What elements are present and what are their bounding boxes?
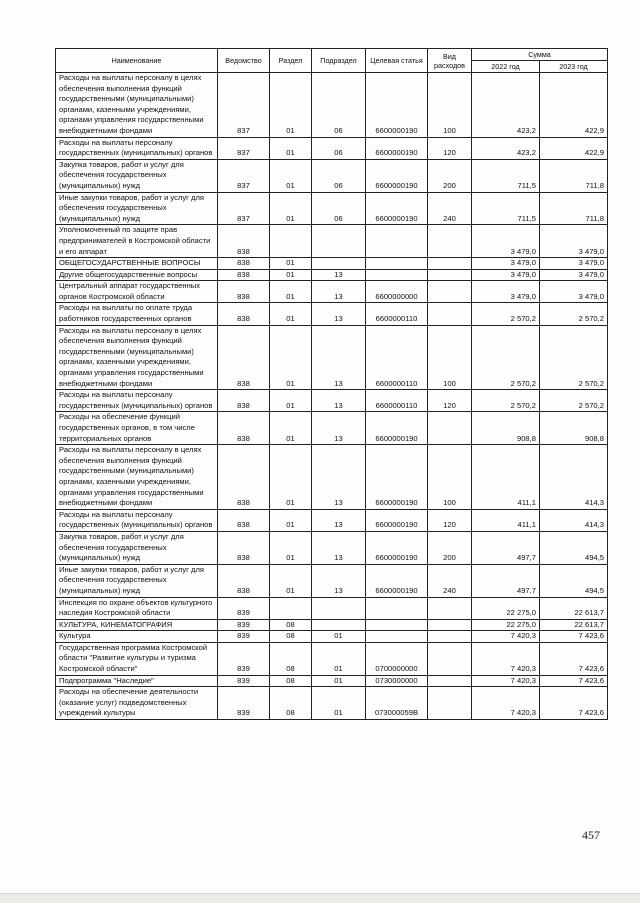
cell-y2022: 908,8 <box>472 412 540 445</box>
cell-dept: 838 <box>218 412 270 445</box>
header-subsection: Подраздел <box>312 49 366 73</box>
cell-y2022: 711,5 <box>472 192 540 225</box>
cell-y2022: 7 420,3 <box>472 687 540 720</box>
cell-target: 6600000190 <box>366 564 428 597</box>
table-row <box>56 597 608 619</box>
cell-y2023: 494,5 <box>540 564 608 597</box>
cell-y2022: 22 275,0 <box>472 619 540 631</box>
cell-y2022: 7 420,3 <box>472 642 540 675</box>
cell-y2023: 711,8 <box>540 192 608 225</box>
cell-section: 01 <box>270 531 312 564</box>
table-row <box>56 564 608 597</box>
cell-y2022: 3 479,0 <box>472 269 540 281</box>
table-row <box>56 531 608 564</box>
cell-y2023: 908,8 <box>540 412 608 445</box>
cell-target: 6600000110 <box>366 390 428 412</box>
cell-target <box>366 269 428 281</box>
header-type: Вид расходов <box>428 49 472 73</box>
cell-dept: 839 <box>218 675 270 687</box>
cell-name: Расходы на выплаты персоналу государственных (муниципальных) органов <box>56 137 218 159</box>
table-row <box>56 258 608 270</box>
cell-type: 120 <box>428 390 472 412</box>
cell-subsection <box>312 225 366 258</box>
cell-section: 01 <box>270 192 312 225</box>
cell-name: Расходы на выплаты персоналу в целях обеспечения выполнения функций государственными (муниципальными) органами, казенными учреждениями, органами управления государственными внебюджетными фондами <box>56 325 218 390</box>
cell-subsection <box>312 597 366 619</box>
cell-name: Закупка товаров, работ и услуг для обеспечения государственных (муниципальных) нужд <box>56 159 218 192</box>
cell-subsection: 01 <box>312 675 366 687</box>
table-row <box>56 303 608 325</box>
cell-subsection: 06 <box>312 192 366 225</box>
cell-y2023: 7 423,6 <box>540 642 608 675</box>
table-row <box>56 325 608 390</box>
cell-y2023: 7 423,6 <box>540 631 608 643</box>
cell-y2023: 3 479,0 <box>540 258 608 270</box>
cell-subsection: 01 <box>312 642 366 675</box>
cell-type: 200 <box>428 531 472 564</box>
cell-y2022: 7 420,3 <box>472 675 540 687</box>
cell-type <box>428 597 472 619</box>
cell-subsection: 01 <box>312 687 366 720</box>
cell-type <box>428 412 472 445</box>
table-row <box>56 675 608 687</box>
cell-subsection: 13 <box>312 509 366 531</box>
table-row <box>56 159 608 192</box>
cell-dept: 839 <box>218 597 270 619</box>
cell-name: Иные закупки товаров, работ и услуг для обеспечения государственных (муниципальных) нужд <box>56 564 218 597</box>
scanner-bottom-strip <box>0 893 640 903</box>
header-2022: 2022 год <box>472 61 540 73</box>
cell-target: 073000059В <box>366 687 428 720</box>
cell-name: Расходы на выплаты персоналу в целях обеспечения выполнения функций государственными (муниципальными) органами, казенными учреждениями, органами управления государственными внебюджетными фондами <box>56 445 218 510</box>
cell-section: 01 <box>270 564 312 597</box>
cell-type <box>428 225 472 258</box>
cell-type: 240 <box>428 564 472 597</box>
header-name: Наименование <box>56 49 218 73</box>
cell-y2023: 3 479,0 <box>540 281 608 303</box>
cell-section: 01 <box>270 303 312 325</box>
cell-y2023: 422,9 <box>540 137 608 159</box>
table-row <box>56 269 608 281</box>
cell-type <box>428 258 472 270</box>
cell-name: Уполномоченный по защите прав предпринимателей в Костромской области и его аппарат <box>56 225 218 258</box>
cell-y2023: 711,8 <box>540 159 608 192</box>
cell-target: 6600000110 <box>366 303 428 325</box>
cell-y2022: 423,2 <box>472 73 540 138</box>
cell-y2023: 494,5 <box>540 531 608 564</box>
cell-name: Инспекция по охране объектов культурного наследия Костромской области <box>56 597 218 619</box>
cell-type: 200 <box>428 159 472 192</box>
table-row <box>56 192 608 225</box>
table-row <box>56 642 608 675</box>
cell-target: 6600000190 <box>366 137 428 159</box>
cell-target <box>366 631 428 643</box>
cell-type <box>428 642 472 675</box>
cell-subsection: 06 <box>312 73 366 138</box>
cell-y2023: 414,3 <box>540 445 608 510</box>
header-section: Раздел <box>270 49 312 73</box>
table-row <box>56 445 608 510</box>
cell-y2022: 411,1 <box>472 445 540 510</box>
cell-y2023: 422,9 <box>540 73 608 138</box>
cell-target <box>366 258 428 270</box>
cell-y2022: 2 570,2 <box>472 325 540 390</box>
cell-name: КУЛЬТУРА, КИНЕМАТОГРАФИЯ <box>56 619 218 631</box>
cell-name: Расходы на выплаты персоналу государственных (муниципальных) органов <box>56 390 218 412</box>
cell-dept: 837 <box>218 192 270 225</box>
cell-type: 100 <box>428 325 472 390</box>
cell-dept: 838 <box>218 225 270 258</box>
cell-y2023: 2 570,2 <box>540 303 608 325</box>
cell-y2023: 7 423,6 <box>540 687 608 720</box>
page-number: 457 <box>582 828 600 842</box>
cell-y2023: 22 613,7 <box>540 597 608 619</box>
cell-y2023: 2 570,2 <box>540 325 608 390</box>
cell-type <box>428 269 472 281</box>
budget-table <box>55 48 608 720</box>
cell-y2022: 2 570,2 <box>472 390 540 412</box>
cell-target: 6600000190 <box>366 159 428 192</box>
cell-subsection: 13 <box>312 269 366 281</box>
cell-subsection: 13 <box>312 445 366 510</box>
cell-subsection: 13 <box>312 325 366 390</box>
cell-y2022: 3 479,0 <box>472 281 540 303</box>
cell-section: 01 <box>270 445 312 510</box>
table-row <box>56 509 608 531</box>
header-sum: Сумма <box>472 49 608 61</box>
cell-dept: 838 <box>218 509 270 531</box>
cell-subsection: 01 <box>312 631 366 643</box>
cell-type: 100 <box>428 445 472 510</box>
cell-subsection: 13 <box>312 564 366 597</box>
header-row <box>56 49 608 61</box>
cell-dept: 838 <box>218 325 270 390</box>
cell-target: 0700000000 <box>366 642 428 675</box>
cell-name: Расходы на выплаты по оплате труда работников государственных органов <box>56 303 218 325</box>
cell-section <box>270 597 312 619</box>
cell-name: Государственная программа Костромской области "Развитие культуры и туризма Костромской области" <box>56 642 218 675</box>
cell-subsection <box>312 619 366 631</box>
cell-type <box>428 687 472 720</box>
cell-section: 01 <box>270 325 312 390</box>
table-row <box>56 225 608 258</box>
cell-subsection: 06 <box>312 137 366 159</box>
cell-y2022: 711,5 <box>472 159 540 192</box>
table-row <box>56 619 608 631</box>
cell-section <box>270 225 312 258</box>
header-dept: Ведомство <box>218 49 270 73</box>
cell-type: 100 <box>428 73 472 138</box>
cell-y2022: 497,7 <box>472 564 540 597</box>
cell-y2023: 414,3 <box>540 509 608 531</box>
cell-section: 08 <box>270 687 312 720</box>
cell-subsection: 06 <box>312 159 366 192</box>
cell-y2022: 7 420,3 <box>472 631 540 643</box>
cell-type: 120 <box>428 137 472 159</box>
cell-section: 08 <box>270 642 312 675</box>
cell-target <box>366 225 428 258</box>
cell-y2022: 3 479,0 <box>472 225 540 258</box>
cell-target: 6600000190 <box>366 445 428 510</box>
cell-subsection: 13 <box>312 412 366 445</box>
cell-section: 08 <box>270 675 312 687</box>
cell-dept: 837 <box>218 137 270 159</box>
cell-section: 01 <box>270 390 312 412</box>
cell-subsection: 13 <box>312 390 366 412</box>
cell-y2022: 497,7 <box>472 531 540 564</box>
cell-subsection <box>312 258 366 270</box>
cell-type <box>428 619 472 631</box>
cell-subsection: 13 <box>312 303 366 325</box>
cell-dept: 839 <box>218 687 270 720</box>
cell-y2023: 3 479,0 <box>540 225 608 258</box>
cell-dept: 838 <box>218 390 270 412</box>
cell-type <box>428 281 472 303</box>
cell-target <box>366 597 428 619</box>
cell-dept: 837 <box>218 159 270 192</box>
cell-dept: 838 <box>218 281 270 303</box>
cell-section: 01 <box>270 281 312 303</box>
cell-type: 240 <box>428 192 472 225</box>
table-row <box>56 631 608 643</box>
cell-section: 01 <box>270 509 312 531</box>
cell-target <box>366 619 428 631</box>
cell-subsection: 13 <box>312 531 366 564</box>
cell-name: Иные закупки товаров, работ и услуг для обеспечения государственных (муниципальных) нужд <box>56 192 218 225</box>
cell-name: Подпрограмма "Наследие" <box>56 675 218 687</box>
table-row <box>56 137 608 159</box>
table-row <box>56 687 608 720</box>
cell-y2023: 2 570,2 <box>540 390 608 412</box>
cell-target: 0730000000 <box>366 675 428 687</box>
cell-target: 6600000190 <box>366 192 428 225</box>
cell-target: 6600000190 <box>366 509 428 531</box>
cell-dept: 838 <box>218 258 270 270</box>
cell-section: 01 <box>270 412 312 445</box>
cell-target: 6600000190 <box>366 531 428 564</box>
header-2023: 2023 год <box>540 61 608 73</box>
cell-target: 6600000000 <box>366 281 428 303</box>
table-row <box>56 73 608 138</box>
cell-section: 08 <box>270 619 312 631</box>
cell-dept: 838 <box>218 445 270 510</box>
cell-name: Расходы на обеспечение функций государственных органов, в том числе территориальных органов <box>56 412 218 445</box>
cell-y2022: 3 479,0 <box>472 258 540 270</box>
cell-section: 01 <box>270 159 312 192</box>
table-body <box>56 73 608 720</box>
cell-section: 01 <box>270 137 312 159</box>
cell-y2023: 3 479,0 <box>540 269 608 281</box>
cell-y2022: 423,2 <box>472 137 540 159</box>
cell-dept: 839 <box>218 631 270 643</box>
header-target: Целевая статья <box>366 49 428 73</box>
cell-type <box>428 631 472 643</box>
cell-name: Расходы на обеспечение деятельности (оказание услуг) подведомственных учреждений культуры <box>56 687 218 720</box>
table-row <box>56 412 608 445</box>
cell-dept: 838 <box>218 269 270 281</box>
cell-dept: 839 <box>218 642 270 675</box>
cell-y2022: 2 570,2 <box>472 303 540 325</box>
cell-name: Расходы на выплаты персоналу государственных (муниципальных) органов <box>56 509 218 531</box>
cell-type <box>428 675 472 687</box>
cell-y2022: 411,1 <box>472 509 540 531</box>
cell-name: ОБЩЕГОСУДАРСТВЕННЫЕ ВОПРОСЫ <box>56 258 218 270</box>
cell-type: 120 <box>428 509 472 531</box>
cell-target: 6600000190 <box>366 73 428 138</box>
cell-dept: 838 <box>218 564 270 597</box>
cell-y2023: 22 613,7 <box>540 619 608 631</box>
cell-name: Другие общегосударственные вопросы <box>56 269 218 281</box>
cell-y2023: 7 423,6 <box>540 675 608 687</box>
cell-dept: 839 <box>218 619 270 631</box>
cell-section: 01 <box>270 73 312 138</box>
cell-name: Культура <box>56 631 218 643</box>
cell-name: Закупка товаров, работ и услуг для обеспечения государственных (муниципальных) нужд <box>56 531 218 564</box>
cell-name: Расходы на выплаты персоналу в целях обеспечения выполнения функций государственными (муниципальными) органами, казенными учреждениями, органами управления государственными внебюджетными фондами <box>56 73 218 138</box>
cell-dept: 838 <box>218 531 270 564</box>
table-row <box>56 390 608 412</box>
cell-dept: 837 <box>218 73 270 138</box>
cell-target: 6600000190 <box>366 412 428 445</box>
cell-type <box>428 303 472 325</box>
table-row <box>56 281 608 303</box>
cell-section: 01 <box>270 269 312 281</box>
cell-subsection: 13 <box>312 281 366 303</box>
cell-section: 01 <box>270 258 312 270</box>
cell-dept: 838 <box>218 303 270 325</box>
cell-target: 6600000110 <box>366 325 428 390</box>
cell-name: Центральный аппарат государственных органов Костромской области <box>56 281 218 303</box>
cell-y2022: 22 275,0 <box>472 597 540 619</box>
cell-section: 08 <box>270 631 312 643</box>
